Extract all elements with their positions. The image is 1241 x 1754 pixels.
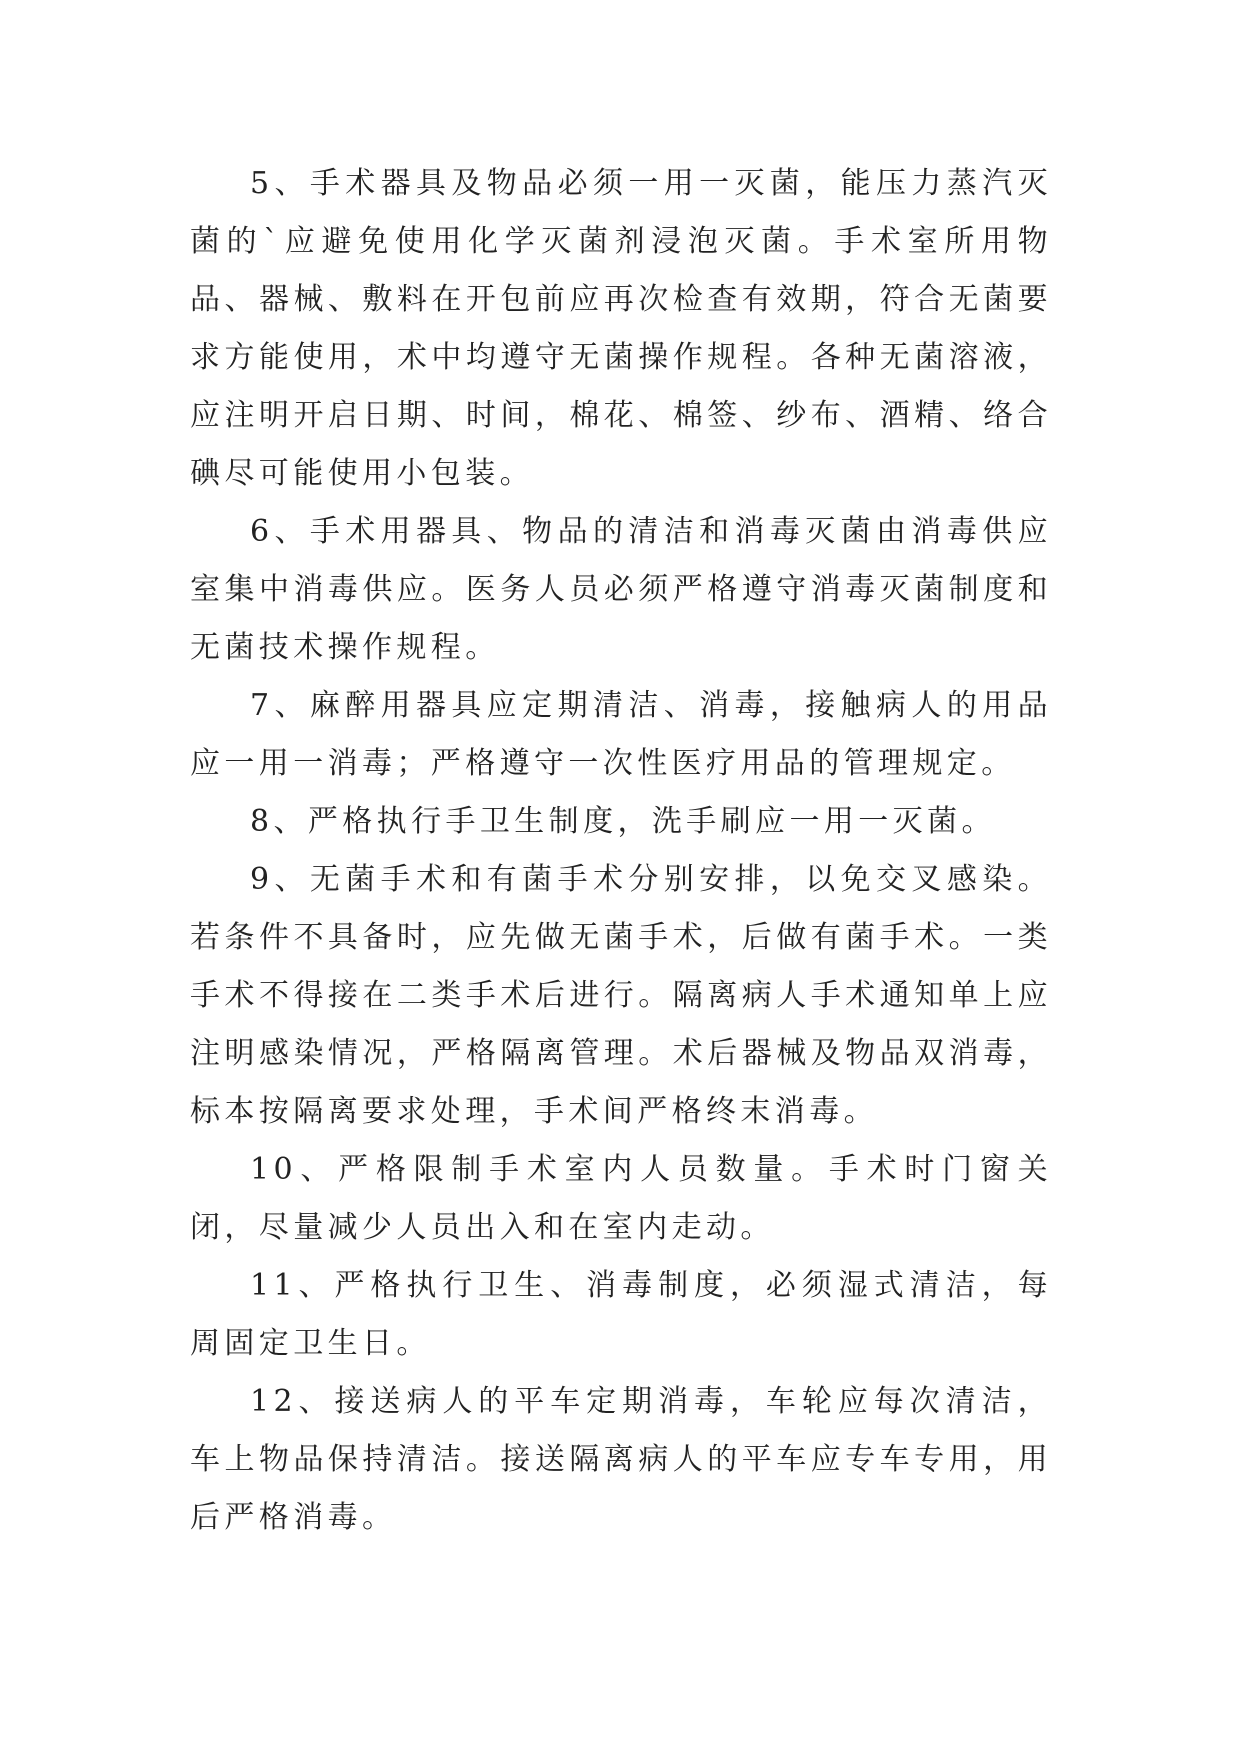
paragraph-item-10: 10、严格限制手术室内人员数量。手术时门窗关闭，尽量减少人员出入和在室内走动。 (190, 1152, 1052, 1245)
paragraph-item-7: 7、麻醉用器具应定期清洁、消毒，接触病人的用品应一用一消毒；严格遵守一次性医疗用品的管理规定。 (190, 688, 1052, 781)
paragraph-item-11: 11、严格执行卫生、消毒制度，必须湿式清洁，每周固定卫生日。 (190, 1268, 1052, 1361)
paragraph-item-12: 12、接送病人的平车定期消毒，车轮应每次清洁，车上物品保持清洁。接送隔离病人的平车应专车专用，用后严格消毒。 (190, 1384, 1052, 1535)
paragraph-item-6: 6、手术用器具、物品的清洁和消毒灭菌由消毒供应室集中消毒供应。医务人员必须严格遵守消毒灭菌制度和无菌技术操作规程。 (190, 514, 1052, 665)
paragraph-item-8: 8、严格执行手卫生制度，洗手刷应一用一灭菌。 (250, 804, 996, 839)
paragraph-item-5: 5、手术器具及物品必须一用一灭菌，能压力蒸汽灭菌的`应避免使用化学灭菌剂浸泡灭菌。手术室所用物品、器械、敷料在开包前应再次检查有效期，符合无菌要求方能使用，术中均遵守无菌操作规程。各种无菌溶液，应注明开启日期、时间，棉花、棉签、纱布、酒精、络合碘尽可能使用小包装。 (190, 166, 1052, 491)
document-body (190, 155, 1052, 1547)
paragraph-item-9: 9、无菌手术和有菌手术分别安排，以免交叉感染。若条件不具备时，应先做无菌手术，后做有菌手术。一类手术不得接在二类手术后进行。隔离病人手术通知单上应注明感染情况，严格隔离管理。术后器械及物品双消毒，标本按隔离要求处理，手术间严格终末消毒。 (190, 862, 1052, 1129)
